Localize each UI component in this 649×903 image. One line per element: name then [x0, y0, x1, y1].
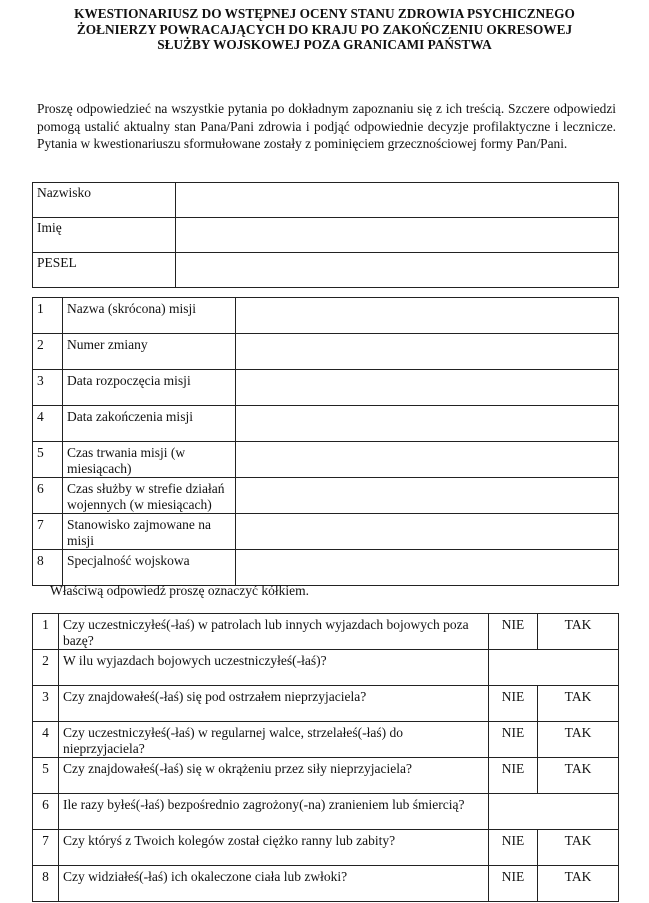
title-line-2: ŻOŁNIERZY POWRACAJĄCYCH DO KRAJU PO ZAKOŃCZENIU OKRESOWEJ [76, 21, 573, 37]
row-number: 7 [33, 514, 63, 550]
table-row [33, 406, 619, 442]
answer-no[interactable]: NIE [489, 614, 538, 650]
mission-name-label: Nazwa (skrócona) misji [63, 298, 236, 334]
war-zone-service-field[interactable] [236, 478, 619, 514]
question-number: 8 [33, 866, 59, 902]
military-specialty-label: Specjalność wojskowa [63, 550, 236, 586]
table-row [33, 722, 619, 758]
answer-yes[interactable]: TAK [538, 722, 619, 758]
question-text: Czy znajdowałeś(-łaś) się pod ostrzałem nieprzyjaciela? [59, 686, 489, 722]
question-text: Czy któryś z Twoich kolegów został ciężko ranny lub zabity? [59, 830, 489, 866]
position-label: Stanowisko zajmowane na misji [63, 514, 236, 550]
question-number: 3 [33, 686, 59, 722]
row-number: 8 [33, 550, 63, 586]
mission-end-label: Data zakończenia misji [63, 406, 236, 442]
table-row [33, 478, 619, 514]
answer-instruction: Właściwą odpowiedź proszę oznaczyć kółkiem. [50, 583, 310, 598]
document-title [40, 6, 609, 53]
personal-data-table [32, 182, 619, 288]
first-name-label: Imię [33, 218, 176, 253]
answer-field[interactable] [489, 650, 619, 686]
question-text: Czy uczestniczyłeś(-łaś) w regularnej walce, strzelałeś(-łaś) do nieprzyjaciela? [59, 722, 489, 758]
mission-duration-label: Czas trwania misji (w miesiącach) [63, 442, 236, 478]
mission-end-field[interactable] [236, 406, 619, 442]
question-number: 1 [33, 614, 59, 650]
questions-table [32, 613, 619, 902]
row-number: 5 [33, 442, 63, 478]
first-name-field[interactable] [176, 218, 619, 253]
row-number: 2 [33, 334, 63, 370]
question-number: 5 [33, 758, 59, 794]
answer-yes[interactable]: TAK [538, 830, 619, 866]
mission-duration-field[interactable] [236, 442, 619, 478]
question-text: W ilu wyjazdach bojowych uczestniczyłeś(-łaś)? [59, 650, 489, 686]
table-row [33, 614, 619, 650]
table-row [33, 866, 619, 902]
surname-label: Nazwisko [33, 183, 176, 218]
table-row [33, 758, 619, 794]
answer-no[interactable]: NIE [489, 758, 538, 794]
intro-paragraph: Proszę odpowiedzieć na wszystkie pytania po dokładnym zapoznaniu się z ich treścią. Szczere odpowiedzi pomogą ustalić aktualny stan Pana/Pani zdrowia i podjąć odpowiednie decyzje profilaktyczne i lecznicze. Pytania w kwestionariuszu sformułowane zostały z pominięciem grzecznościowej formy Pan/Pani. [37, 101, 616, 152]
table-row [33, 253, 619, 288]
answer-no[interactable]: NIE [489, 830, 538, 866]
mission-table [32, 297, 619, 586]
military-specialty-field[interactable] [236, 550, 619, 586]
pesel-field[interactable] [176, 253, 619, 288]
war-zone-service-label: Czas służby w strefie działań wojennych (w miesiącach) [63, 478, 236, 514]
answer-yes[interactable]: TAK [538, 686, 619, 722]
question-number: 7 [33, 830, 59, 866]
shift-number-field[interactable] [236, 334, 619, 370]
answer-no[interactable]: NIE [489, 722, 538, 758]
table-row [33, 686, 619, 722]
question-text: Ile razy byłeś(-łaś) bezpośrednio zagrożony(-na) zranieniem lub śmiercią? [59, 794, 489, 830]
row-number: 4 [33, 406, 63, 442]
mission-name-field[interactable] [236, 298, 619, 334]
table-row [33, 794, 619, 830]
question-number: 4 [33, 722, 59, 758]
mission-start-field[interactable] [236, 370, 619, 406]
question-number: 6 [33, 794, 59, 830]
table-row [33, 298, 619, 334]
row-number: 6 [33, 478, 63, 514]
table-row [33, 334, 619, 370]
table-row [33, 370, 619, 406]
pesel-label: PESEL [33, 253, 176, 288]
table-row [33, 514, 619, 550]
question-number: 2 [33, 650, 59, 686]
table-row [33, 442, 619, 478]
table-row [33, 218, 619, 253]
table-row [33, 550, 619, 586]
question-text: Czy widziałeś(-łaś) ich okaleczone ciała lub zwłoki? [59, 866, 489, 902]
table-row [33, 830, 619, 866]
surname-field[interactable] [176, 183, 619, 218]
table-row [33, 650, 619, 686]
row-number: 3 [33, 370, 63, 406]
shift-number-label: Numer zmiany [63, 334, 236, 370]
answer-field[interactable] [489, 794, 619, 830]
answer-no[interactable]: NIE [489, 686, 538, 722]
answer-yes[interactable]: TAK [538, 758, 619, 794]
question-text: Czy znajdowałeś(-łaś) się w okrążeniu przez siły nieprzyjaciela? [59, 758, 489, 794]
answer-no[interactable]: NIE [489, 866, 538, 902]
title-line-1: KWESTIONARIUSZ DO WSTĘPNEJ OCENY STANU ZDROWIA PSYCHICZNEGO [74, 6, 575, 21]
table-row [33, 183, 619, 218]
title-line-3: SŁUŻBY WOJSKOWEJ POZA GRANICAMI PAŃSTWA [157, 37, 492, 53]
question-text: Czy uczestniczyłeś(-łaś) w patrolach lub innych wyjazdach bojowych poza bazę? [59, 614, 489, 650]
position-field[interactable] [236, 514, 619, 550]
answer-yes[interactable]: TAK [538, 866, 619, 902]
answer-yes[interactable]: TAK [538, 614, 619, 650]
row-number: 1 [33, 298, 63, 334]
mission-start-label: Data rozpoczęcia misji [63, 370, 236, 406]
